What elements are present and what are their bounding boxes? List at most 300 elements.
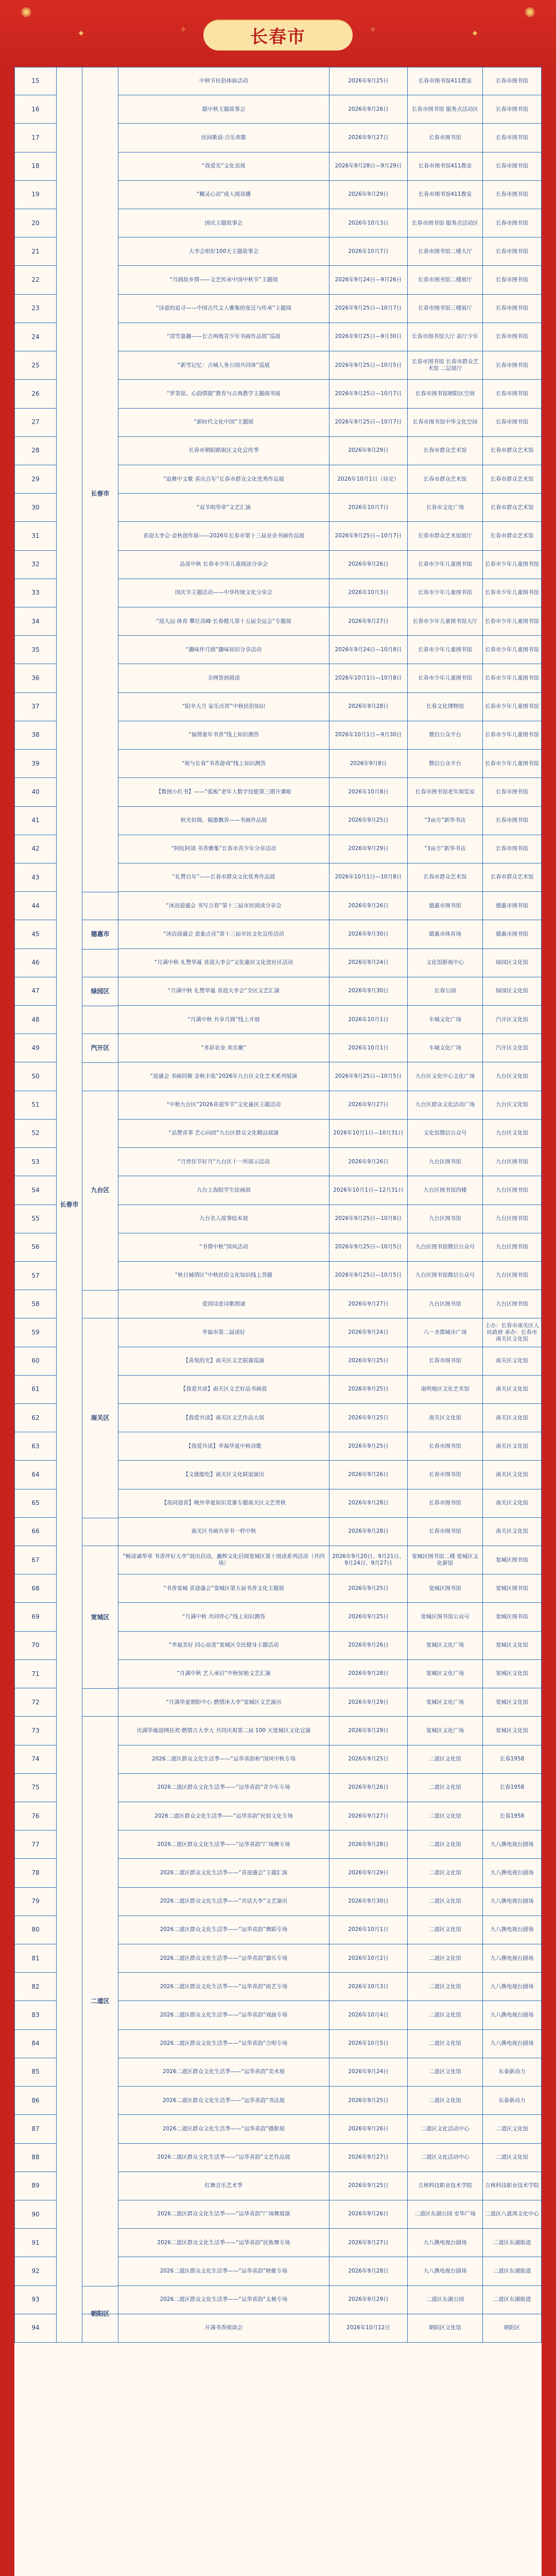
event-organizer: 九八携电视台剧场 xyxy=(483,1859,542,1887)
event-name: “福情童年书香”线上知识测答 xyxy=(118,721,329,750)
event-date: 2026年9月29日 xyxy=(329,835,408,863)
event-organizer: 二道区东湖街道 xyxy=(483,2257,542,2285)
event-name: 2026二道区群众文化生活季——“运华喜韵”美术展 xyxy=(118,2058,329,2087)
row-number: 69 xyxy=(14,1603,57,1631)
event-name: 红舞音乐艺术季 xyxy=(118,2172,329,2200)
event-name: 2026二道区群众文化生活季——“运华喜韵”曲艺专场 xyxy=(118,1973,329,2001)
event-name: “清雪童趣——长吉两地青少年书画作品展”巡展 xyxy=(118,323,329,351)
event-venue: 二道区文化馆 xyxy=(408,2001,483,2029)
row-number: 91 xyxy=(14,2229,57,2257)
event-organizer: 主办：长春市南关区人民政府 承办：长春市南关区文化馆 xyxy=(483,1318,542,1347)
event-date: 2026年10月1日—12月31日 xyxy=(329,1176,408,1205)
event-date: 2026年9月25日 xyxy=(329,1574,408,1603)
event-organizer: 宽城区文化馆 xyxy=(483,1688,542,1717)
event-organizer: 九台区文化馆 xyxy=(483,1062,542,1091)
event-name: “月满中秋 礼赞华诞 喜迎大李会”全区文艺汇演 xyxy=(118,977,329,1006)
event-name: 2026二道区群众文化生活季——“运华喜韵”广场舞专场 xyxy=(118,1831,329,1859)
event-organizer: 宽城区图书馆 xyxy=(483,1603,542,1631)
event-date: 2026年9月27日 xyxy=(329,2229,408,2257)
event-date: 2026年9月28日 xyxy=(329,2257,408,2285)
event-organizer: 九台区文化馆 xyxy=(483,1120,542,1148)
row-number: 19 xyxy=(14,181,57,209)
event-venue: 南关区文化馆 xyxy=(408,1404,483,1432)
event-venue: 二道区文化馆 xyxy=(408,2058,483,2087)
row-number: 46 xyxy=(14,949,57,977)
event-date: 2026年9月30日 xyxy=(329,1888,408,1916)
row-number: 94 xyxy=(14,2314,57,2343)
event-date: 2026年10月1日—9月30日 xyxy=(329,721,408,750)
event-date: 2026年9月27日 xyxy=(329,1802,408,1831)
district-cell: 长春市 xyxy=(82,67,118,920)
event-organizer: 长春市图书馆 xyxy=(483,835,542,863)
event-venue: 长春市图书馆三楼展厅 xyxy=(408,295,483,323)
row-number: 20 xyxy=(14,209,57,238)
event-name: 2026二道区群众文化生活季——“运华喜韵”广场舞展演 xyxy=(118,2200,329,2229)
event-organizer: 东泰新动力 xyxy=(483,2087,542,2115)
event-venue: 长春市群众艺术馆 xyxy=(408,437,483,465)
event-date: 2026年10月1日（待定） xyxy=(329,465,408,494)
row-number: 63 xyxy=(14,1432,57,1461)
event-date: 2026年9月26日 xyxy=(329,2200,408,2229)
event-organizer: 长春1958 xyxy=(483,1774,542,1802)
row-number: 39 xyxy=(14,750,57,778)
event-organizer: 长春市少年儿童图书馆 xyxy=(483,721,542,750)
event-name: 2026二道区群众文化生活季——“运华喜韵”青少年专场 xyxy=(118,1774,329,1802)
event-organizer: 九台区图书馆 xyxy=(483,1205,542,1233)
event-organizer: 长春市少年儿童图书馆 xyxy=(483,750,542,778)
event-date: 2026年9月27日 xyxy=(329,1091,408,1120)
event-name: 超中秋主题故事会 xyxy=(118,95,329,124)
event-name: 2026二道区群众文化生活季——“运华喜韵”摄影展 xyxy=(118,2115,329,2143)
event-venue: 吉林科技职业技术学院 xyxy=(408,2172,483,2200)
event-date: 2026年9月24日 xyxy=(329,1318,408,1347)
row-number: 64 xyxy=(14,1461,57,1489)
row-number: 59 xyxy=(14,1318,57,1347)
row-number: 72 xyxy=(14,1688,57,1717)
event-venue: 二道区文化馆 xyxy=(408,1745,483,1774)
event-date: 2026年10月12日 xyxy=(329,2314,408,2343)
event-organizer: 宽城区图书馆 xyxy=(483,1546,542,1574)
event-organizer: 长春市图书馆 xyxy=(483,181,542,209)
event-date: 2026年9月29日 xyxy=(329,437,408,465)
event-date: 2026年9月25日—10月5日 xyxy=(329,351,408,380)
firework-icon: ✺ xyxy=(524,5,535,21)
row-number: 78 xyxy=(14,1859,57,1887)
event-venue: 长春市群众艺术馆 xyxy=(408,863,483,892)
event-name: “秋日城情区”中秋民俗文化知识线上答题 xyxy=(118,1262,329,1290)
event-venue: 九台区图书馆微信公众号 xyxy=(408,1233,483,1262)
row-number: 44 xyxy=(14,892,57,920)
sparkle-icon: ✧ xyxy=(370,26,376,34)
event-organizer: 长春市少年儿童图书馆 xyxy=(483,607,542,636)
event-venue: 长春市图书馆中华文化空间 xyxy=(408,409,483,437)
event-date: 2026年9月27日 xyxy=(329,124,408,152)
event-organizer: 二道区东湖街道 xyxy=(483,2229,542,2257)
event-date: 2026年9月25日—10月5日 xyxy=(329,1262,408,1290)
event-date: 2026年10月4日 xyxy=(329,2001,408,2029)
event-date: 2026年9月29日 xyxy=(329,2286,408,2314)
event-date: 2026年9月30日 xyxy=(329,920,408,948)
event-venue: 文化馆影视中心 xyxy=(408,949,483,977)
event-name: 幸福市第二届读好 xyxy=(118,1318,329,1347)
event-venue: 长春市图书馆二楼大厅 xyxy=(408,238,483,266)
district-cell: 绿园区 xyxy=(82,949,118,1035)
event-organizer: 二道区文化馆 xyxy=(483,2144,542,2172)
event-date: 2026年9月27日 xyxy=(329,1290,408,1318)
event-venue: 长春市图书馆二楼展厅 xyxy=(408,266,483,294)
row-number: 68 xyxy=(14,1574,57,1603)
event-date: 2026年10月7日 xyxy=(329,494,408,522)
event-name: “新时代文化中国”主题展 xyxy=(118,409,329,437)
event-name: “书情中秋”国风活动 xyxy=(118,1233,329,1262)
row-number: 28 xyxy=(14,437,57,465)
event-organizer: 南关区文化馆 xyxy=(483,1518,542,1546)
event-name: “祝与长春”书香游戏”线上知识测答 xyxy=(118,750,329,778)
event-name: “月赏佳节好月”九台区十一所展示活动 xyxy=(118,1148,329,1176)
row-number: 67 xyxy=(14,1546,57,1574)
event-organizer: 德惠市图书馆 xyxy=(483,892,542,920)
event-organizer: 九台区图书馆 xyxy=(483,1148,542,1176)
event-venue: 二道区文化馆 xyxy=(408,1916,483,1944)
event-organizer: 九八携电视台剧场 xyxy=(483,1831,542,1859)
event-date: 2026年9月28日 xyxy=(329,1489,408,1518)
event-name: 喜迎大李会·金秋创作展——2026年长春市第十三届业余书画作品展 xyxy=(118,522,329,550)
event-venue: “3亩方”新华书店 xyxy=(408,807,483,835)
event-name: 2026二道区群众文化生活季——“运华喜韵”秧歌专场 xyxy=(118,2257,329,2285)
event-venue: 八一圣都城市广场 xyxy=(408,1318,483,1347)
event-date: 2026年9月25日 xyxy=(329,1347,408,1376)
event-name: “月圆故乡情——文艺传承中国中秋节”主题阅 xyxy=(118,266,329,294)
event-date: 2026年9月26日 xyxy=(329,95,408,124)
event-organizer: 长春市群众艺术馆 xyxy=(483,522,542,550)
event-date: 2026年9月28日 xyxy=(329,1660,408,1688)
event-organizer: 长春市群众艺术馆 xyxy=(483,465,542,494)
event-venue: 宽城区文化广场 xyxy=(408,1660,483,1688)
event-organizer: 二道区八道湾文化中心 xyxy=(483,2200,542,2229)
event-name: “沐浴迎盛会 书写吉春”第十三届市民阅读分享会 xyxy=(118,892,329,920)
row-number: 54 xyxy=(14,1176,57,1205)
event-organizer: 二道区文化馆 xyxy=(483,2115,542,2143)
district-cell: 汽开区 xyxy=(82,1006,118,1091)
district-cell: 九台区 xyxy=(82,1062,118,1318)
row-number: 38 xyxy=(14,721,57,750)
row-number: 35 xyxy=(14,636,57,664)
event-venue: 宽城区图书馆 xyxy=(408,1574,483,1603)
event-venue: 长春市图书馆 xyxy=(408,1518,483,1546)
event-venue: 九台区图书馆 xyxy=(408,1148,483,1176)
firework-icon: ✦ xyxy=(471,28,479,39)
event-date: 2026年9月24日—9月26日 xyxy=(329,266,408,294)
event-date: 2026年9月28日 xyxy=(329,693,408,721)
event-organizer: 长春市图书馆 xyxy=(483,380,542,408)
event-venue: 长春市少年儿童图书馆 xyxy=(408,636,483,664)
event-date: 2026年9月28日—9月29日 xyxy=(329,152,408,181)
row-number: 83 xyxy=(14,2001,57,2029)
event-venue: 二道区文化馆 xyxy=(408,1944,483,1973)
event-date: 2026年9月27日 xyxy=(329,2144,408,2172)
event-date: 2026年9月25日 xyxy=(329,67,408,95)
event-venue: 长春市图书馆大厅 前厅少年 xyxy=(408,323,483,351)
event-date: 2026年9月26日 xyxy=(329,1632,408,1660)
event-name: “书香宽城 喜迎盛会”宽城区第五届书香文化主题展 xyxy=(118,1574,329,1603)
page-header xyxy=(0,0,556,67)
row-number: 66 xyxy=(14,1518,57,1546)
event-organizer: 长春市少年儿童图书馆 xyxy=(483,664,542,692)
event-date: 2026年10月3日 xyxy=(329,579,408,607)
event-name: 民间歌谣·吉乐欢歌 xyxy=(118,124,329,152)
event-organizer: 九八携电视台剧场 xyxy=(483,2001,542,2029)
row-number: 32 xyxy=(14,551,57,579)
row-number: 61 xyxy=(14,1376,57,1404)
row-number: 79 xyxy=(14,1888,57,1916)
event-organizer: 南关区文化馆 xyxy=(483,1404,542,1432)
event-date: 2026年9月25日—10月7日 xyxy=(329,409,408,437)
event-organizer: 长春市少年儿童图书馆 xyxy=(483,636,542,664)
event-venue: 长春市图书馆411教室 xyxy=(408,181,483,209)
row-number: 87 xyxy=(14,2115,57,2143)
event-venue: 长春市图书馆 xyxy=(408,1432,483,1461)
event-name: “月满中秋 艺人承启”中秋惊艳文艺汇演 xyxy=(118,1660,329,1688)
event-name: “品赞喜事 艺心向团”九台区群众文化精品展演 xyxy=(118,1120,329,1148)
event-venue: 长春市图书馆朝阳区空间 xyxy=(408,380,483,408)
event-date: 2026年10月5日 xyxy=(329,2030,408,2058)
row-number: 65 xyxy=(14,1489,57,1518)
event-organizer: 长春市少年儿童图书馆 xyxy=(483,693,542,721)
event-organizer: 长春市图书馆 xyxy=(483,323,542,351)
event-organizer: 长春1958 xyxy=(483,1745,542,1774)
event-name: “幸福美好 同心奋进”宽城区全民健身主题活动 xyxy=(118,1632,329,1660)
event-venue: 九八携电视台剧场 xyxy=(408,2257,483,2285)
event-date: 2026年9月25日 xyxy=(329,1432,408,1461)
event-name: “诗意的追寻——中国古代文人雅集的变迁与传承”主题阅 xyxy=(118,295,329,323)
event-organizer: 长春市群众艺术馆 xyxy=(483,863,542,892)
event-venue: 长春市图书馆411教室 xyxy=(408,67,483,95)
event-organizer: 吉林科技职业技术学院 xyxy=(483,2172,542,2200)
row-number: 49 xyxy=(14,1034,57,1062)
event-name: 2026二道区群众文化生活季——“运华喜韵”民族舞专场 xyxy=(118,2229,329,2257)
event-organizer: 德惠市图书馆 xyxy=(483,920,542,948)
row-number: 31 xyxy=(14,522,57,550)
event-date: 2026年10月1日—10月31日 xyxy=(329,1120,408,1148)
event-date: 2026年9月25日—10月5日 xyxy=(329,1062,408,1091)
event-name: 爱国诗意诗歌朗诵 xyxy=(118,1290,329,1318)
row-number: 53 xyxy=(14,1148,57,1176)
event-venue: 微信公众平台 xyxy=(408,750,483,778)
event-date: 2026年9月25日—10月8日 xyxy=(329,1205,408,1233)
city-cell: 长春市 xyxy=(57,67,82,2343)
event-date: 2026年9月28日 xyxy=(329,1831,408,1859)
row-number: 50 xyxy=(14,1062,57,1091)
event-name: 全网签到阅读 xyxy=(118,664,329,692)
event-organizer: 九八携电视台剧场 xyxy=(483,2030,542,2058)
event-name: 秋光似锦，翰墨飘香——书画作品展 xyxy=(118,807,329,835)
row-number: 43 xyxy=(14,863,57,892)
event-organizer: 九台区图书馆 xyxy=(483,1262,542,1290)
event-organizer: 九台区图书馆 xyxy=(483,1290,542,1318)
row-number: 36 xyxy=(14,664,57,692)
event-organizer: 宽城区文化馆 xyxy=(483,1632,542,1660)
event-date: 2026年9月25日—10月7日 xyxy=(329,295,408,323)
row-number: 93 xyxy=(14,2286,57,2314)
event-organizer: 长春市图书馆 xyxy=(483,67,542,95)
event-venue: 二道区文化馆 xyxy=(408,2030,483,2058)
event-venue: 长春市群众艺术馆展厅 xyxy=(408,522,483,550)
row-number: 88 xyxy=(14,2144,57,2172)
event-date: 2026年9月29日 xyxy=(329,1688,408,1717)
row-number: 17 xyxy=(14,124,57,152)
event-grid xyxy=(14,67,542,2576)
event-venue: 二道区文化活动中心 xyxy=(408,2115,483,2143)
event-name: 2026二道区群众文化生活季——“运华喜韵和”国风中秋专场 xyxy=(118,1745,329,1774)
event-date: 2026年10月8日 xyxy=(329,778,408,806)
sparkle-icon: ✧ xyxy=(180,26,186,34)
event-date: 2026年9月24日 xyxy=(329,2058,408,2087)
event-name: “中秋九台区”2026喜迎华节”文化惠民主题活动 xyxy=(118,1091,329,1120)
event-name: 九台上海院学生绘画展 xyxy=(118,1176,329,1205)
event-date: 2026年9月27日 xyxy=(329,607,408,636)
row-number: 45 xyxy=(14,920,57,948)
event-venue: 长春市少年儿童图书馆大厅 xyxy=(408,607,483,636)
row-number: 18 xyxy=(14,152,57,181)
row-number: 84 xyxy=(14,2030,57,2058)
event-name: “阳伞大月 家乐庆祥”中秋民俗知识 xyxy=(118,693,329,721)
event-venue: 长春市图书馆 服务点活动区 xyxy=(408,209,483,238)
event-date: 2026年9月26日 xyxy=(329,551,408,579)
event-venue: 九台区群众文化活动广场 xyxy=(408,1091,483,1120)
event-name: 庆满华诞迎网狂欢·燃情吉大李大 共同庆祝第二届 100 天宽城区文化宣演 xyxy=(118,1717,329,1745)
event-name: “我爱光”文化表现 xyxy=(118,152,329,181)
event-date: 2026年9月29日 xyxy=(329,181,408,209)
event-venue: 车城文化广场 xyxy=(408,1006,483,1034)
event-name: 2026二道区群众文化生活季——“运华喜韵”书法展 xyxy=(118,2087,329,2115)
event-organizer: 长春市图书馆 xyxy=(483,778,542,806)
event-venue: 长春市图书馆411教室 xyxy=(408,152,483,181)
event-name: 【文就能吃】南关区文化联谊演出 xyxy=(118,1461,329,1489)
event-date: 2026年9月26日 xyxy=(329,1774,408,1802)
event-date: 2026年10月1日 xyxy=(329,1034,408,1062)
event-date: 2026年9月25日—10月7日 xyxy=(329,380,408,408)
event-venue: 二道区文化馆 xyxy=(408,1831,483,1859)
event-organizer: 长春1958 xyxy=(483,1802,542,1831)
event-venue: 文化馆微信公众号 xyxy=(408,1120,483,1148)
event-name: “罗茶馆、心韵情源”教育与古典教学主题阅书展 xyxy=(118,380,329,408)
event-date: 2026年9月24日—10月8日 xyxy=(329,636,408,664)
event-organizer: 九八携电视台剧场 xyxy=(483,1944,542,1973)
row-number: 48 xyxy=(14,1006,57,1034)
event-name: 2026二道区群众文化生活季——“运华喜韵”合唱专场 xyxy=(118,2030,329,2058)
event-name: “沐浴迎盛会 意象点亮”第十三届市民文化宣传活动 xyxy=(118,920,329,948)
event-organizer: 南关区文化馆 xyxy=(483,1347,542,1376)
event-name: 2026二道区群众文化生活季——“运华喜韵”器乐专场 xyxy=(118,1944,329,1973)
page-title: 长春市 xyxy=(203,20,353,50)
event-venue: 长春市图书馆 服务点活动区 xyxy=(408,95,483,124)
event-venue: 二道区文化馆 xyxy=(408,1888,483,1916)
event-venue: 二道区东湖公园 安华广场 xyxy=(408,2200,483,2229)
event-venue: 二道区文化活动中心 xyxy=(408,2144,483,2172)
event-venue: 德惠市体育场 xyxy=(408,920,483,948)
row-number: 25 xyxy=(14,351,57,380)
event-organizer: 长春市图书馆 xyxy=(483,152,542,181)
event-date: 2026年9月25日 xyxy=(329,1376,408,1404)
event-organizer: 长春市群众艺术馆 xyxy=(483,437,542,465)
event-venue: 二道区文化馆 xyxy=(408,1973,483,2001)
event-name: 长春市朝阳路街区文化宣传季 xyxy=(118,437,329,465)
event-organizer: 九台区图书馆 xyxy=(483,1176,542,1205)
event-date: 2026年9月20日、9月21日、9月24日、9月27日 xyxy=(329,1546,408,1574)
event-organizer: 长春市图书馆 xyxy=(483,266,542,294)
event-name: “月满中秋 礼赞华诞 喜迎大李会”文化惠民文化进社区活动 xyxy=(118,949,329,977)
event-venue: 长春公园 xyxy=(408,977,483,1006)
event-name: 品读中秋 长春市少年儿童阅读分享会 xyxy=(118,551,329,579)
event-name: 国庆节主题活动——中华传统文化分享会 xyxy=(118,579,329,607)
event-date: 2026年9月25日 xyxy=(329,807,408,835)
event-date: 2026年10月7日 xyxy=(329,238,408,266)
event-name: 【我爱共读】幸福华夏中秋诗歌 xyxy=(118,1432,329,1461)
event-name: “迎大运·体育 攀往高峰·长春健儿第十五届全运会”专题展 xyxy=(118,607,329,636)
event-venue: 宽城区图书馆公众号 xyxy=(408,1603,483,1631)
row-number: 82 xyxy=(14,1973,57,2001)
row-number: 70 xyxy=(14,1632,57,1660)
row-number: 74 xyxy=(14,1745,57,1774)
event-date: 2026年9月25日 xyxy=(329,2087,408,2115)
event-name: 2026二道区群众文化生活季——“运华喜韵”民俗文化专场 xyxy=(118,1802,329,1831)
event-name: 大李会唱好100天主题故事会 xyxy=(118,238,329,266)
event-venue: 长春市群众艺术馆 xyxy=(408,465,483,494)
event-organizer: 长春市图书馆 xyxy=(483,95,542,124)
event-venue: 德惠市图书馆 xyxy=(408,892,483,920)
event-venue: 宽城区文化广场 xyxy=(408,1632,483,1660)
row-number: 77 xyxy=(14,1831,57,1859)
event-date: 2026年9月28日 xyxy=(329,1518,408,1546)
event-name: 2026二道区群众文化生活季——“喜迎盛会”主题汇演 xyxy=(118,1859,329,1887)
row-number: 47 xyxy=(14,977,57,1006)
district-cell: 朝阳区 xyxy=(82,2286,118,2343)
event-name: “趣味伴月圆”趣味知识分享活动 xyxy=(118,636,329,664)
event-organizer: 长春市图书馆 xyxy=(483,807,542,835)
event-organizer: 宽城区文化馆 xyxy=(483,1660,542,1688)
event-date: 2026年9月25日 xyxy=(329,1404,408,1432)
event-date: 2026年10月3日 xyxy=(329,1973,408,2001)
event-name: 国庆主题故事会 xyxy=(118,209,329,238)
event-name: “阿旺阿谈 书香雅集”长春市青少年分享活动 xyxy=(118,835,329,863)
event-venue: 长春市图书馆 xyxy=(408,1489,483,1518)
event-organizer: 长春市群众艺术馆 xyxy=(483,494,542,522)
event-name: 【数图小红书】——“弧板”老年人数字技能第三期开课啦 xyxy=(118,778,329,806)
event-name: 2026二道区群众文化生活季——“运华喜韵”舞蹈专场 xyxy=(118,1916,329,1944)
event-venue: 二道区文化馆 xyxy=(408,1774,483,1802)
row-number: 92 xyxy=(14,2257,57,2285)
row-number: 29 xyxy=(14,465,57,494)
event-organizer: 长春市图书馆 xyxy=(483,124,542,152)
event-date: 2026年9月25日—10月7日 xyxy=(329,522,408,550)
event-organizer: 南关区文化馆 xyxy=(483,1461,542,1489)
event-name: “糊灵心语”成人阅读播 xyxy=(118,181,329,209)
event-organizer: 长春市少年儿童图书馆 xyxy=(483,579,542,607)
event-date: 2026年9月26日 xyxy=(329,1461,408,1489)
event-organizer: 九台区文化馆 xyxy=(483,1091,542,1120)
event-venue: 二道区文化馆 xyxy=(408,1859,483,1887)
event-venue: 长春市少年儿童图书馆 xyxy=(408,664,483,692)
event-venue: 长春市文化广场 xyxy=(408,494,483,522)
row-number: 71 xyxy=(14,1660,57,1688)
event-organizer: 九八携电视台剧场 xyxy=(483,1888,542,1916)
row-number: 62 xyxy=(14,1404,57,1432)
event-date: 2026年10月1日 xyxy=(329,1916,408,1944)
row-number: 90 xyxy=(14,2200,57,2229)
event-organizer: 九八携电视台剧场 xyxy=(483,1916,542,1944)
event-name: 2026二道区群众文化生活季——“运华喜韵”文艺作品展 xyxy=(118,2144,329,2172)
event-organizer: 长春市图书馆 xyxy=(483,209,542,238)
